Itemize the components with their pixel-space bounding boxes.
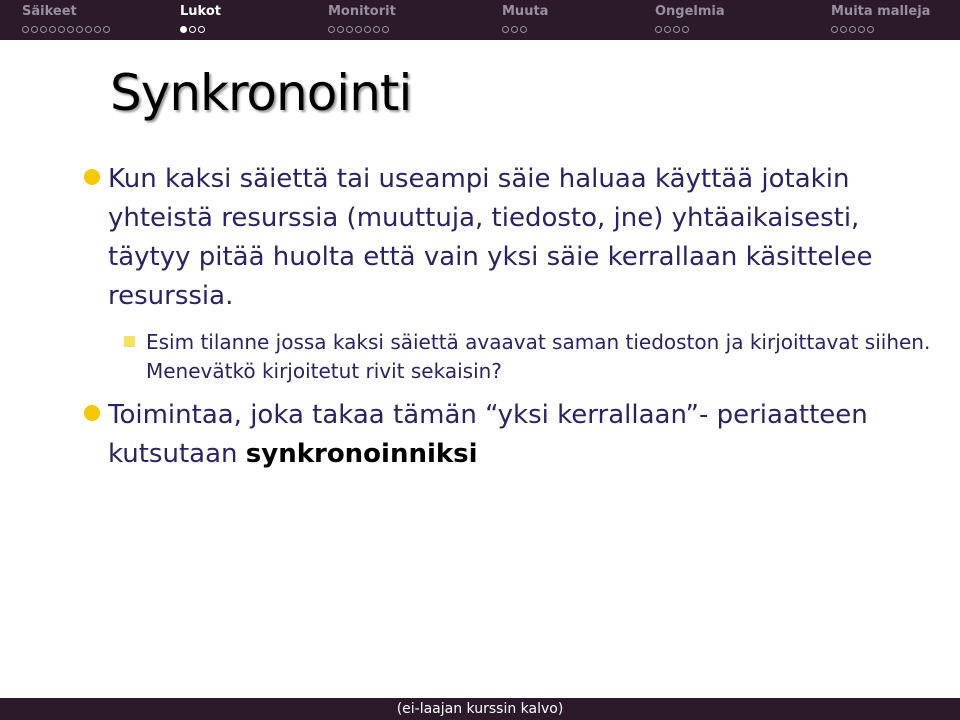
bullet-dot-icon [84, 169, 100, 185]
nav-dot-icon[interactable] [867, 26, 874, 33]
nav-label-lukot[interactable]: Lukot [180, 4, 221, 19]
nav-dot-icon[interactable] [337, 26, 344, 33]
bullet-dot-icon [84, 405, 100, 421]
bullet-text-2-bold: synkronoinniksi [245, 439, 478, 469]
nav-section-muita-malleja[interactable] [831, 4, 930, 34]
nav-dots-muuta [502, 24, 527, 34]
nav-dot-icon[interactable] [180, 26, 187, 33]
bullet-text-1: Kun kaksi säiettä tai useampi säie haluaa käyttää jotakin yhteistä resurssia (muuttuja, tiedosto, jne) yhtäaikaisesti, täytyy pitää huolta että vain yksi säie kerrallaan käsittelee resurssia. [108, 164, 873, 311]
nav-dot-icon[interactable] [198, 26, 205, 33]
bullet-item-2 [84, 396, 944, 474]
nav-dot-icon[interactable] [382, 26, 389, 33]
nav-section-saikeet[interactable] [22, 4, 110, 34]
nav-label-saikeet[interactable]: Säikeet [22, 4, 77, 19]
nav-dot-icon[interactable] [40, 26, 47, 33]
nav-dots-monitorit [328, 24, 389, 34]
nav-dot-icon[interactable] [840, 26, 847, 33]
nav-label-monitorit[interactable]: Monitorit [328, 4, 396, 19]
bullet-item-1 [84, 160, 944, 316]
nav-dot-icon[interactable] [31, 26, 38, 33]
nav-dot-icon[interactable] [49, 26, 56, 33]
nav-label-ongelmia[interactable]: Ongelmia [655, 4, 725, 19]
nav-dot-icon[interactable] [85, 26, 92, 33]
nav-dot-icon[interactable] [682, 26, 689, 33]
nav-dot-icon[interactable] [103, 26, 110, 33]
nav-dot-icon[interactable] [673, 26, 680, 33]
bullet-text-2-plain: Toimintaa, joka takaa tämän “yksi kerrallaan”- periaatteen kutsutaan [108, 400, 868, 469]
nav-dot-icon[interactable] [67, 26, 74, 33]
nav-dot-icon[interactable] [22, 26, 29, 33]
slide-title: Synkronointi [110, 64, 412, 122]
nav-dot-icon[interactable] [511, 26, 518, 33]
nav-dot-icon[interactable] [858, 26, 865, 33]
nav-dot-icon[interactable] [373, 26, 380, 33]
footer-note: (ei-laajan kurssin kalvo) [396, 701, 564, 717]
nav-dots-ongelmia [655, 24, 689, 34]
nav-section-ongelmia[interactable] [655, 4, 725, 34]
nav-dots-muita-malleja [831, 24, 874, 34]
nav-dot-icon[interactable] [655, 26, 662, 33]
nav-dot-icon[interactable] [328, 26, 335, 33]
footer-bar [0, 698, 960, 720]
nav-dot-icon[interactable] [364, 26, 371, 33]
nav-dot-icon[interactable] [502, 26, 509, 33]
nav-dot-icon[interactable] [355, 26, 362, 33]
nav-label-muuta[interactable]: Muuta [502, 4, 549, 19]
nav-dot-icon[interactable] [849, 26, 856, 33]
nav-dot-icon[interactable] [664, 26, 671, 33]
nav-dots-lukot [180, 24, 205, 34]
nav-dot-icon[interactable] [520, 26, 527, 33]
navigation-bar [0, 0, 960, 40]
nav-dot-icon[interactable] [189, 26, 196, 33]
nav-dot-icon[interactable] [76, 26, 83, 33]
square-bullet-icon [124, 336, 135, 347]
nav-dots-saikeet [22, 24, 110, 34]
sub-bullet-text-1: Esim tilanne jossa kaksi säiettä avaavat saman tiedoston ja kirjoittavat siihen. Menevätkö kirjoitetut rivit sekaisin? [146, 330, 931, 383]
nav-section-monitorit[interactable] [328, 4, 396, 34]
sub-bullet-item-1 [84, 328, 944, 386]
slide-content [84, 160, 944, 474]
nav-label-muita-malleja[interactable]: Muita malleja [831, 4, 931, 19]
nav-section-lukot[interactable] [180, 4, 221, 34]
nav-dot-icon[interactable] [58, 26, 65, 33]
bullet-text-2 [108, 396, 944, 474]
nav-dot-icon[interactable] [831, 26, 838, 33]
nav-dot-icon[interactable] [346, 26, 353, 33]
nav-section-muuta[interactable] [502, 4, 548, 34]
nav-dot-icon[interactable] [94, 26, 101, 33]
